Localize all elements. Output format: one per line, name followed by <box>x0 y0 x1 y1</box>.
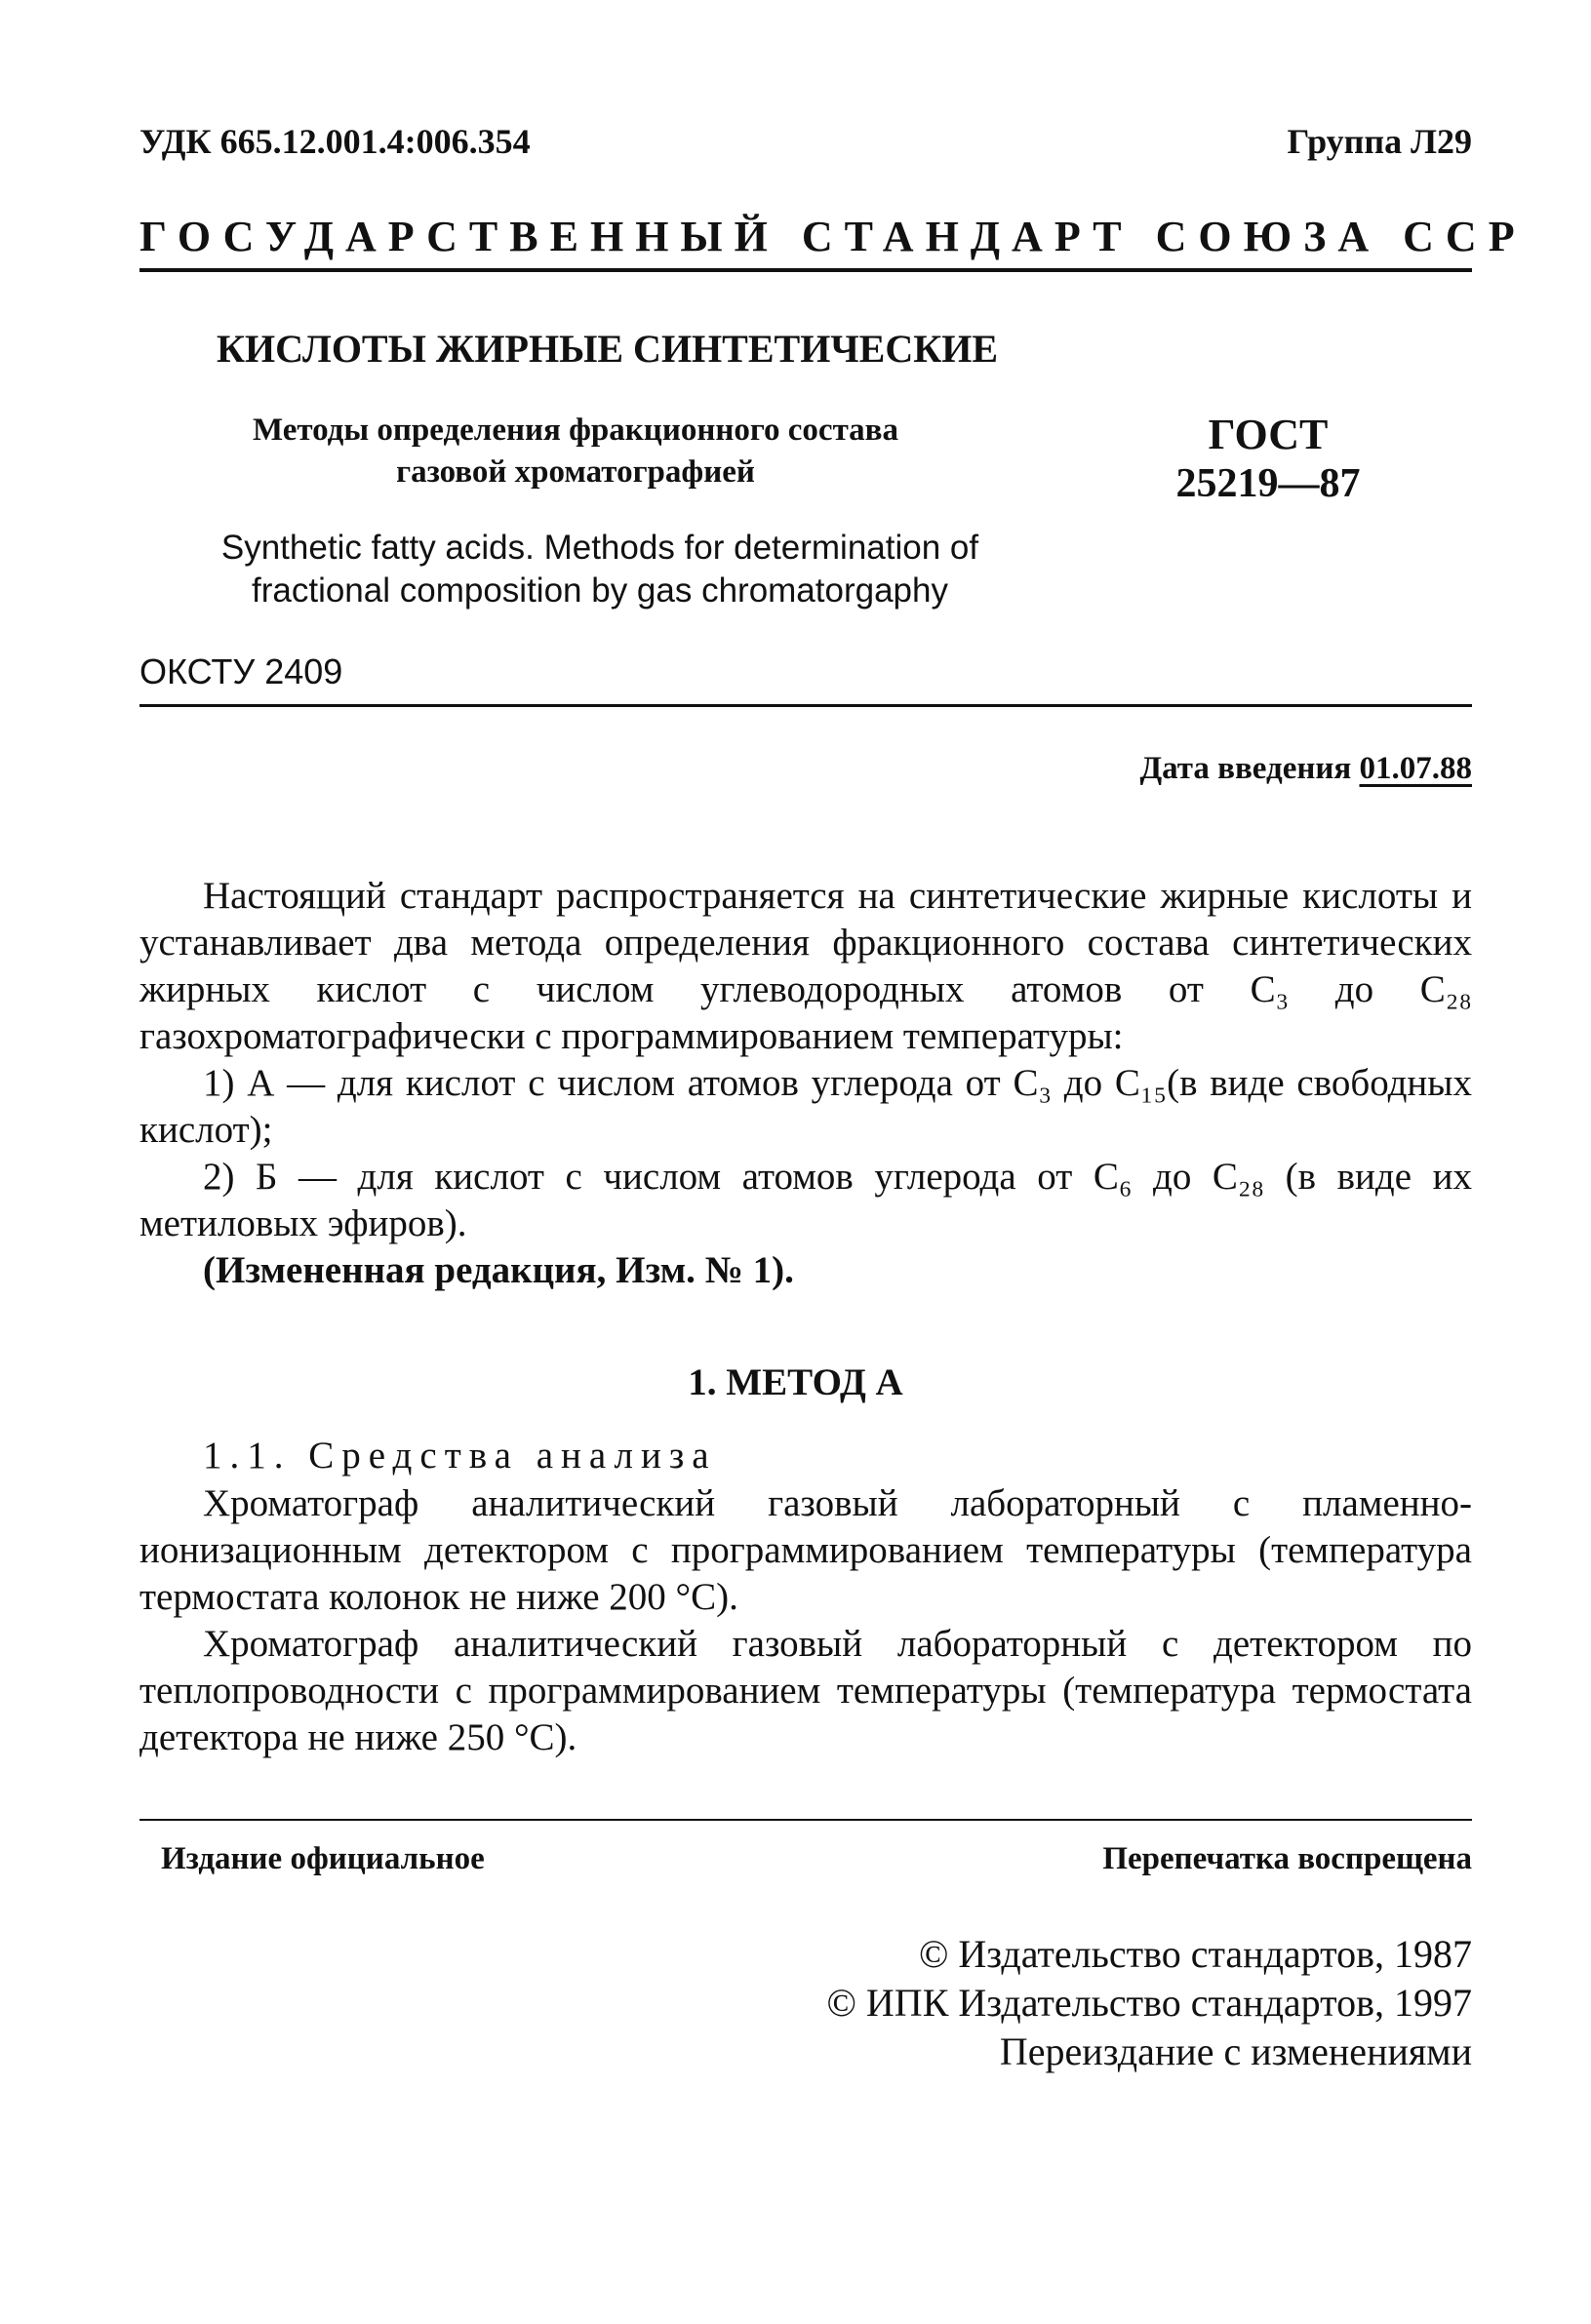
state-standard-heading: ГОСУДАРСТВЕННЫЙ СТАНДАРТ СОЮЗА ССР <box>139 213 1527 260</box>
paragraph-2: Хроматограф аналитический газовый лабораторный с детектором по теплопроводности с программированием температуры (температура термостата детектора не ниже 250 °С). <box>139 1623 1472 1758</box>
english-title-line-1: Synthetic fatty acids. Methods for determination of <box>220 529 979 567</box>
section-heading: 1.1. Средства анализа <box>203 1435 717 1477</box>
edition-label: Издание официальное <box>161 1841 485 1876</box>
intro-section <box>139 873 1472 1294</box>
udk-code: УДК 665.12.001.4:006.354 <box>139 122 531 161</box>
subtitle-line-2: газовой хроматографией <box>396 454 755 490</box>
intro-paragraph: Настоящий стандарт распространяется на синтетические жирные кислоты и устанавливает два метода определения фракционного состава синтетических жирных кислот с числом углеводородных атомов от C₃ до C₂₈ газохроматографически с программированием температуры: <box>139 875 1472 1057</box>
method-item-2: 2) Б — для кислот с числом атомов углерода от C₆ до C₂₈ (в виде их метиловых эфиров). <box>139 1156 1472 1244</box>
intro-date <box>1139 751 1472 787</box>
document-subtitle <box>146 410 1005 493</box>
header-rule <box>139 268 1472 272</box>
method-item-1: 1) А — для кислот с числом атомов углерода от C₃ до C₁₅(в виде свободных кислот); <box>139 1062 1472 1151</box>
footer-rule <box>139 1819 1472 1821</box>
gost-label: ГОСТ <box>1208 411 1329 458</box>
classification-rule <box>139 704 1472 707</box>
document-title: КИСЛОТЫ ЖИРНЫЕ СИНТЕТИЧЕСКИЕ <box>217 327 999 371</box>
intro-date-label: Дата введения <box>1139 751 1352 786</box>
reprint-label: Перепечатка воспрещена <box>1102 1841 1472 1876</box>
amendment-note: (Измененная редакция, Изм. № 1). <box>203 1249 794 1291</box>
group-code: Группа Л29 <box>1287 122 1472 161</box>
method-a-section <box>139 1480 1472 1761</box>
intro-date-value: 01.07.88 <box>1359 751 1472 786</box>
reissue-note: Переиздание с изменениями <box>999 2029 1472 2073</box>
subtitle-line-1: Методы определения фракционного состава <box>253 413 898 448</box>
copyright-1: © Издательство стандартов, 1987 <box>918 1932 1472 1976</box>
english-title <box>146 527 1054 612</box>
english-title-line-2: fractional composition by gas chromatorgaphy <box>252 571 948 610</box>
paragraph-1: Хроматограф аналитический газовый лабораторный с пламенно-ионизационным детектором с программированием температуры (температура термостата колонок не ниже 200 °С). <box>139 1482 1472 1618</box>
gost-number: 25219—87 <box>1175 461 1361 506</box>
oksty-code: ОКСТУ 2409 <box>139 651 343 691</box>
method-heading: 1. МЕТОД А <box>688 1361 903 1403</box>
copyright-2: © ИПК Издательство стандартов, 1997 <box>826 1981 1472 2025</box>
